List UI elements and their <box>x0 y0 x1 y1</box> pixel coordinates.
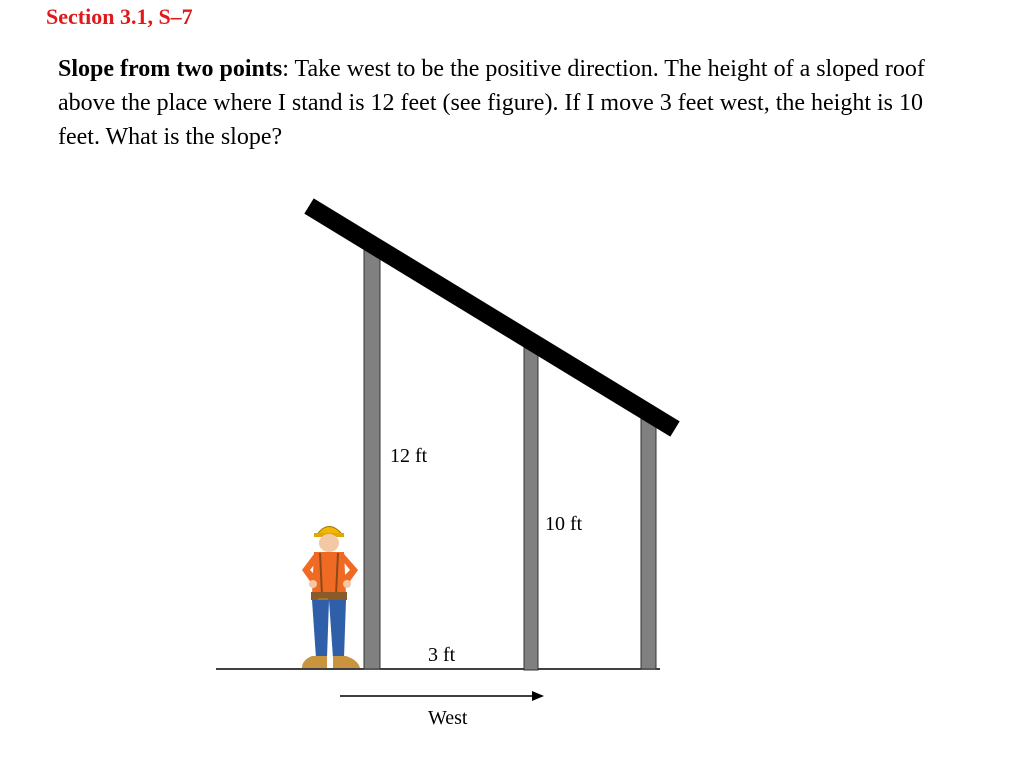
label-10ft: 10 ft <box>545 513 583 535</box>
post-12ft <box>364 245 380 669</box>
label-3ft: 3 ft <box>428 644 456 666</box>
label-12ft: 12 ft <box>390 445 428 467</box>
post-far <box>641 410 656 669</box>
problem-text: : Take west to be the positive direction. The height of a sloped roof above the place where I stand is 12 feet (see figure). If I move 3 feet west, the height is 10 feet. What is the slope? <box>58 56 925 150</box>
section-title: Section 3.1, S–7 <box>46 4 193 29</box>
problem-heading: Slope from two points <box>58 56 283 82</box>
post-10ft <box>524 345 538 670</box>
label-west: West <box>428 707 468 729</box>
direction-arrow-icon <box>340 691 544 701</box>
construction-worker-icon <box>302 526 360 668</box>
